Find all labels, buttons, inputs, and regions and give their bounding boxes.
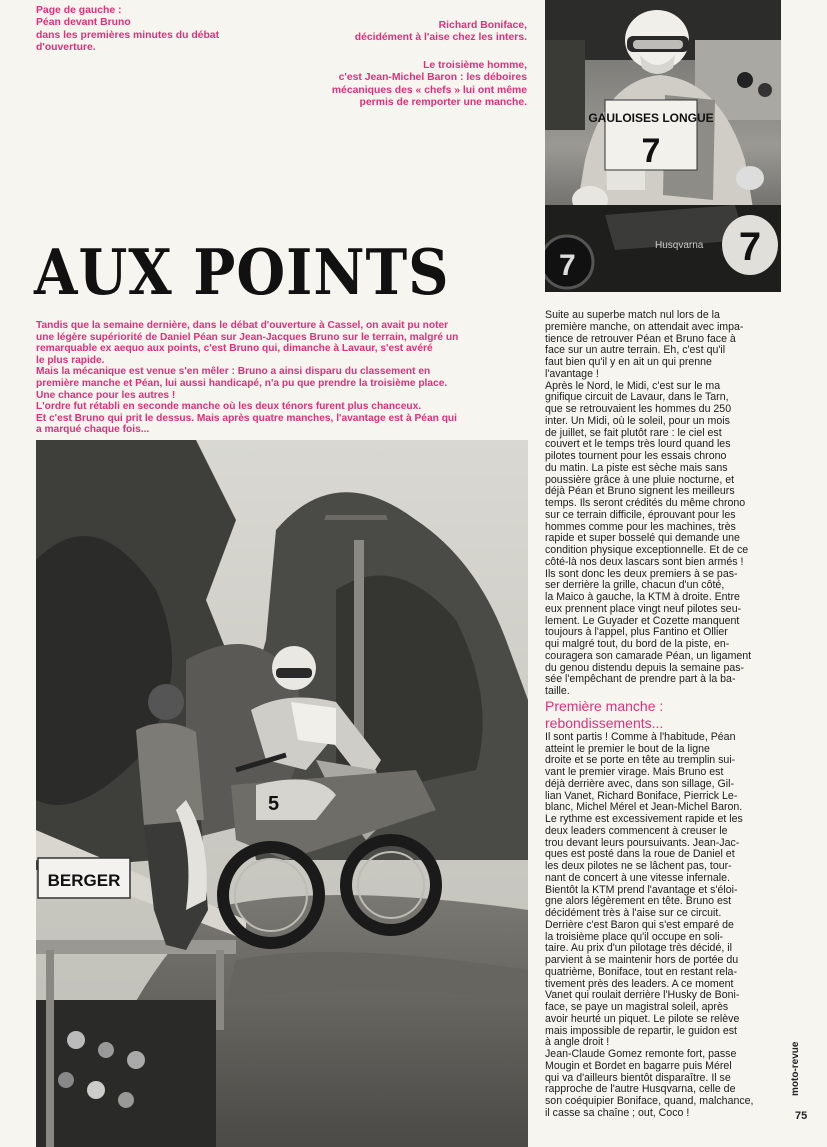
body-line: Ils sont donc les deux premiers à se pas- <box>545 567 738 580</box>
body-line: quatrième, Boniface, tout en restant rela- <box>545 965 737 978</box>
body-line: qui va d'ailleurs bientôt disparaître. Il se <box>545 1071 731 1084</box>
page-number: 75 <box>795 1110 808 1122</box>
body-line: temps. Ils seront crédités du même chrono <box>545 497 746 509</box>
bib-number: 7 <box>641 132 661 170</box>
body-line: vant le premier virage. Mais Bruno est <box>545 766 724 778</box>
body-line: Derrière c'est Baron qui s'est emparé de <box>545 918 734 931</box>
body-line: déjà derrière avec, dans son sillage, Gil- <box>545 777 735 790</box>
body-line: son coéquipier Boniface, quand, malchance, <box>545 1095 754 1107</box>
body-line: lian Vanet, Richard Boniface, Pierrick Le- <box>545 789 738 802</box>
body-part1 <box>545 310 785 698</box>
lead-line: une légère supériorité de Daniel Péan sur Jean-Jacques Bruno sur le terrain, malgré un <box>36 331 459 343</box>
body-line: rapide et super bosselé qui demande une <box>545 532 740 545</box>
bib-text: GAULOISES LONGUE <box>588 111 714 125</box>
lead-line: remarquable ex aequo aux points, c'est Bruno qui, dimanche à Lavaur, s'est avéré <box>36 343 433 355</box>
body-line: face sur un autre terrain. Eh, c'est qu'il <box>545 344 726 357</box>
body-line: déjà Péan et Bruno signent les meilleurs <box>545 485 735 498</box>
berger-sign <box>38 858 130 898</box>
body-line: nant de concert à une vitesse infernale. <box>545 871 730 884</box>
body-line: gne alors légèrement en tête. Bruno est <box>545 895 732 908</box>
body-line: Jean-Claude Gomez remonte fort, passe <box>545 1048 737 1060</box>
body-line: du matin. La piste est sèche mais sans <box>545 461 728 474</box>
body-line: décidément très à l'aise sur ce circuit. <box>545 907 722 919</box>
body-line: taire. Au prix d'un pilotage très décidé, il <box>545 942 732 955</box>
subheading-line: Première manche : <box>545 697 664 714</box>
body-line: tivement près des leaders. A ce moment <box>545 977 734 990</box>
body-line: toujours à l'appel, plus Fantino et Ollier <box>545 626 728 639</box>
body-line: il casse sa chaîne ; out, Coco ! <box>545 1106 690 1119</box>
body-line: lement. Le Guyader et Cozette manquent <box>545 614 740 627</box>
body-line: sur ce terrain difficile, éprouvant pour les <box>545 508 736 521</box>
body-line: Le rythme est excessivement rapide et les <box>545 813 743 825</box>
body-line: gnifique circuit de Lavaur, dans le Tarn, <box>545 391 729 404</box>
subheading-premiere-manche <box>545 698 785 732</box>
headline: AUX POINTS <box>34 236 450 310</box>
body-line: face, se paye un magistral soleil, après <box>545 1001 729 1013</box>
body-line: faut bien qu'il y en ait un qui prenne <box>545 356 712 368</box>
body-line: ques est posté dans la roue de Daniel et <box>545 848 735 861</box>
body-line: eux prennent place vingt neuf pilotes seu- <box>545 602 742 615</box>
magazine-name: moto-revue <box>790 1041 801 1096</box>
body-line: tience de retrouver Péan et Bruno face à <box>545 332 736 345</box>
body-line: Bientôt la KTM prend l'avantage et s'éloi- <box>545 883 738 896</box>
body-line: côté-là nos deux lascars sont bien armés ! <box>545 555 744 568</box>
caption-baron-line: c'est Jean-Michel Baron : les déboires <box>338 72 527 84</box>
body-line: du genou distendu depuis la semaine pas- <box>545 661 745 674</box>
body-line: l'avantage ! <box>545 367 599 380</box>
body-line: deux leaders commencent à creuser le <box>545 824 728 837</box>
body-line: mais impossible de repartir, le guidon est <box>545 1024 737 1037</box>
body-line: Suite au superbe match nul lors de la <box>545 309 720 321</box>
photo-rider-jump <box>36 440 528 1147</box>
body-line: blanc, Michel Mérel et Jean-Michel Baron. <box>545 801 743 814</box>
body-line: sée l'empêchant de prendre part à la ba- <box>545 673 736 686</box>
body-line: couragera son camarade Péan, un ligament <box>545 649 752 662</box>
body-line: la Maico à gauche, la KTM à droite. Entre <box>545 591 740 603</box>
sign-text: BERGER <box>47 871 121 890</box>
article-body <box>545 310 785 1120</box>
subheading-line: rebondissements... <box>545 714 664 731</box>
caption-boniface <box>355 20 527 45</box>
body-line: atteint le premier le bout de la ligne <box>545 742 710 755</box>
body-line: taille. <box>545 685 570 697</box>
lead-line: L'ordre fut rétabli en seconde manche où les deux ténors furent plus chanceux. <box>36 401 422 413</box>
body-line: rapproche de l'autre Husqvarna, celle de <box>545 1083 736 1096</box>
body-line: parvient à se maintenir hors de portée du <box>545 954 739 966</box>
caption-boniface-line: décidément à l'aise chez les inters. <box>354 32 527 44</box>
caption-left-line: Péan devant Bruno <box>36 17 131 29</box>
body-line: que se retrouvaient les hommes du 250 <box>545 403 732 415</box>
lead-line: le plus rapide. <box>36 354 105 366</box>
body-line: Il sont partis ! Comme à l'habitude, Péan <box>545 730 736 743</box>
body-line: couvert et le temps très lourd quand les <box>545 438 731 451</box>
lead-line: première manche et Péan, lui aussi handicapé, n'a pu que prendre la troisième place. <box>36 377 448 389</box>
lead-line: Et c'est Bruno qui prit le dessus. Mais après quatre manches, l'avantage est à Péan qui <box>36 412 457 424</box>
body-line: de juillet, se fait plutôt rare : le ciel est <box>545 426 722 439</box>
caption-baron-line: Le troisième homme, <box>423 60 527 71</box>
body-line: ser derrière la grille, chacun d'un côté, <box>545 579 725 592</box>
body-line: première manche, on attendait avec impa- <box>545 320 744 333</box>
lead-line: Mais la mécanique est venue s'en mêler : Bruno a ainsi disparu du classement en <box>36 366 431 378</box>
body-line: qui malgré tout, du bord de la piste, en- <box>545 638 730 650</box>
body-line: hommes comme pour les machines, très <box>545 520 736 533</box>
caption-baron <box>332 60 527 110</box>
lead-line: Une chance pour les autres ! <box>36 389 176 401</box>
caption-left-line: Page de gauche : <box>36 5 122 16</box>
caption-left-line: d'ouverture. <box>36 42 96 54</box>
body-line: trou devant leurs poursuivants. Jean-Jac- <box>545 836 740 849</box>
body-line: Mougin et Bordet en bagarre puis Mérel <box>545 1059 732 1072</box>
caption-baron-line: permis de remporter une manche. <box>359 97 527 109</box>
caption-left-line: dans les premières minutes du débat <box>36 29 220 41</box>
body-line: inter. Un Midi, où le soleil, pour un mois <box>545 414 730 427</box>
plate-number: 7 <box>738 225 762 269</box>
caption-boniface-line: Richard Boniface, <box>438 20 527 31</box>
body-line: avoir heurté un piquet. Le pilote se relève <box>545 1012 740 1025</box>
body-line: condition physique exceptionnelle. Et de ce <box>545 544 749 556</box>
lead-line: Tandis que la semaine dernière, dans le débat d'ouverture à Cassel, on avait pu noter <box>36 320 449 331</box>
photo-rider-portrait <box>545 0 781 292</box>
bike-plate-number: 5 <box>268 793 280 815</box>
body-line: les deux pilotes ne se lâchent pas, tour- <box>545 860 732 872</box>
bike-brand: Husqvarna <box>655 240 704 251</box>
plate-number-side: 7 <box>559 249 576 282</box>
body-line: pilotes tournent pour les essais chrono <box>545 450 727 462</box>
body-line: Après le Nord, le Midi, c'est sur le ma <box>545 379 721 392</box>
body-line: la troisième place qu'il occupe en soli- <box>545 930 724 943</box>
body-line: droite et se porte en tête au tremplin sui- <box>545 754 736 767</box>
bib-gauloises <box>588 100 713 170</box>
lead-paragraph <box>36 320 534 436</box>
caption-baron-line: mécaniques des « chefs » lui ont même <box>331 84 527 96</box>
body-part2 <box>545 732 785 1120</box>
body-line: à angle droit ! <box>545 1036 610 1049</box>
lead-line: a marqué chaque fois... <box>36 424 150 436</box>
body-line: Vanet qui roulait derrière l'Husky de Boni- <box>545 989 740 1002</box>
caption-left <box>36 5 219 55</box>
body-line: poussière grâce à une pluie nocturne, et <box>545 473 735 486</box>
